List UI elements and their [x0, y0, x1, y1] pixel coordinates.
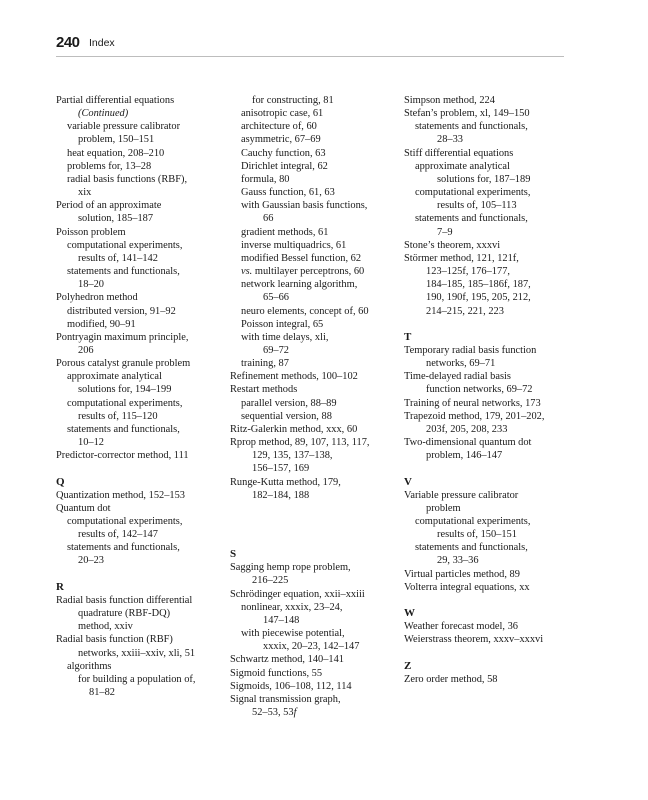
index-subentry	[230, 462, 396, 475]
index-subentry	[56, 133, 220, 146]
entry-text: gradient methods, 61	[241, 226, 329, 238]
index-letter-heading: Q	[56, 475, 65, 488]
index-subentry	[230, 212, 396, 225]
index-entry	[404, 94, 570, 107]
entry-text: Schwartz method, 140–141	[230, 654, 344, 666]
entry-text: formula, 80	[241, 173, 290, 185]
entry-text: 206	[78, 344, 94, 356]
index-entry	[56, 449, 220, 462]
entry-text: 29, 33–36	[437, 555, 479, 567]
entry-text: Training of neural networks, 173	[404, 397, 541, 409]
index-subentry	[56, 620, 220, 633]
index-subentry	[230, 94, 396, 107]
entry-text: method, xxiv	[78, 621, 133, 633]
entry-text: asymmetric, 67–69	[241, 134, 321, 146]
index-subentry	[404, 199, 570, 212]
index-column-3	[404, 94, 570, 686]
entry-text: Radial basis function (RBF)	[56, 634, 173, 646]
entry-text: Sagging hemp rope problem,	[230, 562, 351, 574]
entry-text: 129, 135, 137–138,	[252, 450, 333, 462]
index-entry	[230, 436, 396, 449]
index-entry	[56, 357, 220, 370]
index-subentry	[230, 291, 396, 304]
index-subentry	[230, 120, 396, 133]
index-subentry	[56, 265, 220, 278]
index-subentry	[230, 318, 396, 331]
entry-text: statements and functionals,	[415, 121, 528, 133]
entry-text: 81–82	[89, 687, 115, 698]
entry-text: parallel version, 88–89	[241, 397, 337, 409]
index-entry	[56, 291, 220, 304]
index-subentry	[230, 357, 396, 370]
index-subentry	[56, 607, 220, 620]
entry-text: Cauchy function, 63	[241, 147, 326, 159]
index-subentry	[56, 344, 220, 357]
index-subentry	[404, 305, 570, 318]
index-subentry	[230, 574, 396, 587]
entry-text: Restart methods	[230, 384, 298, 396]
index-subentry	[56, 436, 220, 449]
index-entry	[230, 476, 396, 489]
index-subentry	[230, 627, 396, 640]
index-entry	[56, 633, 220, 646]
index-subentry	[230, 331, 396, 344]
index-subentry	[56, 160, 220, 173]
index-entry	[230, 423, 396, 436]
entry-text: Variable pressure calibrator	[404, 489, 519, 501]
entry-text: with piecewise potential,	[241, 628, 345, 640]
index-subentry	[56, 252, 220, 265]
entry-text: Period of an approximate	[56, 200, 162, 212]
entry-text: results of, 115–120	[78, 410, 158, 422]
entry-text: Störmer method, 121, 121f,	[404, 252, 519, 264]
entry-text: Zero order method, 58	[404, 673, 498, 685]
index-subentry	[404, 528, 570, 541]
entry-text: results of, 141–142	[78, 252, 158, 264]
index-subentry	[56, 278, 220, 291]
index-subentry	[56, 120, 220, 133]
entry-text: function networks, 69–72	[426, 384, 533, 396]
index-subentry	[404, 212, 570, 225]
entry-text: Partial differential equations	[56, 95, 175, 106]
index-subentry	[56, 305, 220, 318]
entry-text: heat equation, 208–210	[67, 147, 165, 159]
entry-text: solutions for, 187–189	[437, 173, 531, 185]
entry-text: results of, 142–147	[78, 529, 158, 541]
index-entry	[230, 680, 396, 693]
index-entry	[56, 331, 220, 344]
entry-text: with Gaussian basis functions,	[241, 200, 368, 212]
index-letter-heading: W	[404, 607, 415, 620]
index-entry	[404, 673, 570, 686]
entry-text: multilayer perceptrons, 60	[252, 266, 365, 278]
entry-text: Predictor-corrector method, 111	[56, 450, 189, 462]
entry-text: algorithms	[67, 660, 112, 672]
index-entry	[404, 370, 570, 383]
index-entry	[56, 226, 220, 239]
index-subentry	[56, 423, 220, 436]
entry-text: 216–225	[252, 575, 289, 587]
entry-text: Quantization method, 152–153	[56, 489, 185, 501]
section-title: Index	[89, 37, 115, 49]
entry-text: results of, 150–151	[437, 529, 517, 541]
index-entry	[230, 588, 396, 601]
index-subentry	[404, 554, 570, 567]
index-letter-heading: S	[230, 548, 237, 561]
index-entry	[230, 383, 396, 396]
entry-text: statements and functionals,	[415, 542, 528, 554]
index-subentry	[230, 305, 396, 318]
index-entry	[404, 489, 570, 502]
entry-text: modified, 90–91	[67, 318, 136, 330]
entry-text: Sigmoid functions, 55	[230, 667, 323, 679]
section-gap	[56, 568, 220, 581]
entry-text: computational experiments,	[415, 187, 531, 199]
index-subentry	[56, 541, 220, 554]
section-gap	[230, 515, 396, 528]
index-letter-heading: V	[404, 475, 412, 488]
entry-text: problem, 150–151	[78, 134, 155, 146]
index-entry	[230, 667, 396, 680]
index-subentry	[56, 173, 220, 186]
index-subentry	[230, 107, 396, 120]
index-subentry	[56, 660, 220, 673]
entry-text: for constructing, 81	[252, 95, 334, 106]
index-subentry	[404, 502, 570, 515]
index-subentry	[404, 291, 570, 304]
index-subentry	[56, 212, 220, 225]
entry-text: networks, xxiii–xxiv, xli, 51	[78, 647, 196, 659]
running-head	[56, 34, 564, 57]
entry-text: problem	[426, 502, 461, 514]
index-entry	[404, 410, 570, 423]
index-entry	[404, 436, 570, 449]
entry-text: computational experiments,	[67, 515, 183, 527]
index-subentry	[404, 265, 570, 278]
entry-italic-text: vs.	[241, 266, 253, 278]
index-entry	[404, 620, 570, 633]
entry-text: Virtual particles method, 89	[404, 568, 520, 580]
page-number: 240	[56, 34, 80, 51]
index-entry	[56, 489, 220, 502]
index-subentry	[56, 528, 220, 541]
index-subentry	[230, 160, 396, 173]
index-entry	[230, 561, 396, 574]
entry-text: problem, 146–147	[426, 450, 503, 462]
index-subentry	[230, 410, 396, 423]
entry-text: network learning algorithm,	[241, 279, 358, 291]
section-gap	[230, 528, 396, 548]
index-entry	[404, 344, 570, 357]
entry-text: anisotropic case, 61	[241, 108, 324, 120]
index-entry	[404, 252, 570, 265]
index-subentry	[230, 239, 396, 252]
index-subentry	[230, 614, 396, 627]
entry-text: nonlinear, xxxix, 23–24,	[241, 601, 343, 613]
entry-text: Volterra integral equations, xx	[404, 581, 530, 593]
index-letter-heading: R	[56, 580, 64, 593]
index-subentry	[230, 601, 396, 614]
section-gap	[230, 502, 396, 515]
entry-text: modified Bessel function, 62	[241, 252, 362, 264]
entry-text: radial basis functions (RBF),	[67, 173, 188, 185]
index-subentry	[404, 120, 570, 133]
section-gap	[404, 462, 570, 475]
entry-text: Stefan’s problem, xl, 149–150	[404, 108, 530, 120]
entry-text: statements and functionals,	[415, 213, 528, 225]
entry-text: 7–9	[437, 226, 453, 238]
entry-text: Polyhedron method	[56, 292, 138, 304]
section-gap	[404, 594, 570, 607]
entry-text: problems for, 13–28	[67, 160, 152, 172]
entry-text: Simpson method, 224	[404, 95, 495, 106]
entry-text: xxxix, 20–23, 142–147	[263, 641, 360, 653]
index-subentry	[230, 252, 396, 265]
index-subentry	[230, 147, 396, 160]
index-subentry	[56, 383, 220, 396]
index-subentry	[56, 186, 220, 199]
index-subentry	[230, 449, 396, 462]
entry-text: Gauss function, 61, 63	[241, 187, 335, 199]
entry-text: computational experiments,	[415, 515, 531, 527]
entry-text: Rprop method, 89, 107, 113, 117,	[230, 437, 370, 449]
index-subentry	[56, 318, 220, 331]
entry-text: Ritz-Galerkin method, xxx, 60	[230, 423, 358, 435]
index-subentry	[404, 423, 570, 436]
index-entry	[404, 633, 570, 646]
index-subentry	[404, 278, 570, 291]
section-gap	[404, 647, 570, 660]
index-subentry	[56, 239, 220, 252]
entry-text: Trapezoid method, 179, 201–202,	[404, 410, 545, 422]
entry-text: Quantum dot	[56, 502, 111, 514]
index-subentry	[230, 397, 396, 410]
entry-text: 10–12	[78, 437, 104, 449]
entry-text: Dirichlet integral, 62	[241, 160, 328, 172]
index-subentry	[230, 199, 396, 212]
index-entry	[404, 568, 570, 581]
entry-text: computational experiments,	[67, 397, 183, 409]
index-entry	[230, 693, 396, 706]
index-entry	[230, 370, 396, 383]
index-subentry	[230, 278, 396, 291]
index-letter-heading: T	[404, 330, 412, 343]
index-subentry	[404, 449, 570, 462]
index-entry	[56, 502, 220, 515]
index-entry	[404, 397, 570, 410]
entry-text: Stiff differential equations	[404, 147, 514, 159]
index-subentry	[56, 397, 220, 410]
index-subentry	[56, 370, 220, 383]
entry-text: Two-dimensional quantum dot	[404, 437, 532, 449]
entry-text: approximate analytical	[67, 371, 162, 383]
entry-text: statements and functionals,	[67, 542, 180, 554]
entry-text: Weather forecast model, 36	[404, 621, 518, 633]
entry-text: for building a population of,	[78, 673, 196, 685]
index-entry	[404, 581, 570, 594]
index-subentry	[230, 706, 396, 719]
entry-text: Schrödinger equation, xxii–xxiii	[230, 588, 365, 600]
entry-text: Weierstrass theorem, xxxv–xxxvi	[404, 634, 544, 646]
index-subentry	[404, 541, 570, 554]
index-subentry	[404, 515, 570, 528]
index-subentry	[404, 186, 570, 199]
index-subentry	[230, 640, 396, 653]
entry-text: 20–23	[78, 555, 104, 567]
section-gap	[56, 462, 220, 475]
entry-text: xix	[78, 187, 92, 199]
index-entry	[56, 199, 220, 212]
index-subentry	[404, 133, 570, 146]
entry-text: Signal transmission graph,	[230, 693, 341, 705]
index-subentry	[56, 410, 220, 423]
entry-text: 203f, 205, 208, 233	[426, 423, 508, 435]
entry-text: 156–157, 169	[252, 463, 310, 475]
entry-text: Temporary radial basis function	[404, 344, 537, 356]
index-subentry	[230, 265, 396, 278]
index-entry	[230, 653, 396, 666]
index-subentry	[56, 554, 220, 567]
entry-text: Runge-Kutta method, 179,	[230, 476, 341, 488]
entry-text: Radial basis function differential	[56, 594, 193, 606]
entry-text: Porous catalyst granule problem	[56, 358, 191, 370]
entry-text: 123–125f, 176–177,	[426, 266, 510, 278]
index-subentry	[404, 226, 570, 239]
entry-text: 184–185, 185–186f, 187,	[426, 279, 531, 291]
entry-text: solutions for, 194–199	[78, 384, 172, 396]
index-subentry	[230, 133, 396, 146]
entry-text: variable pressure calibrator	[67, 121, 181, 133]
entry-text: Pontryagin maximum principle,	[56, 331, 189, 343]
entry-text: inverse multiquadrics, 61	[241, 239, 347, 251]
index-entry	[404, 147, 570, 160]
index-subentry	[56, 515, 220, 528]
index-subentry	[230, 186, 396, 199]
entry-text: computational experiments,	[67, 239, 183, 251]
index-subentry	[230, 344, 396, 357]
index-column-1	[56, 94, 220, 699]
entry-text: 147–148	[263, 614, 300, 626]
entry-text: training, 87	[241, 358, 289, 370]
index-subentry	[404, 383, 570, 396]
index-entry	[404, 107, 570, 120]
entry-text: Refinement methods, 100–102	[230, 371, 358, 383]
index-subentry	[404, 357, 570, 370]
index-entry	[56, 94, 220, 107]
entry-text: Poisson integral, 65	[241, 318, 324, 330]
entry-text: statements and functionals,	[67, 423, 180, 435]
entry-text: results of, 105–113	[437, 200, 517, 212]
entry-text: 52–53, 53	[252, 707, 294, 718]
index-entry	[56, 594, 220, 607]
index-subentry	[56, 673, 220, 686]
index-entry	[404, 239, 570, 252]
entry-text: quadrature (RBF-DQ)	[78, 608, 171, 620]
entry-text: neuro elements, concept of, 60	[241, 305, 369, 317]
index-subentry	[230, 489, 396, 502]
index-subentry	[56, 107, 220, 120]
entry-text: with time delays, xli,	[241, 331, 329, 343]
entry-text: Stone’s theorem, xxxvi	[404, 239, 501, 251]
entry-text: Poisson problem	[56, 226, 126, 238]
index-letter-heading: Z	[404, 659, 412, 672]
entry-text: 18–20	[78, 279, 104, 291]
entry-text: 69–72	[263, 344, 289, 356]
entry-text: 190, 190f, 195, 205, 212,	[426, 292, 531, 304]
index-subentry	[56, 147, 220, 160]
entry-text: Time-delayed radial basis	[404, 371, 511, 383]
index-subentry	[230, 173, 396, 186]
section-gap	[404, 318, 570, 331]
entry-text: architecture of, 60	[241, 121, 317, 133]
entry-text: networks, 69–71	[426, 358, 496, 370]
index-subentry	[404, 173, 570, 186]
index-subentry	[56, 647, 220, 660]
index-subentry	[56, 686, 220, 699]
entry-text: 182–184, 188	[252, 489, 310, 501]
entry-italic-text: f	[293, 707, 297, 718]
entry-text: solution, 185–187	[78, 213, 154, 225]
entry-text: statements and functionals,	[67, 266, 180, 278]
entry-text: 214–215, 221, 223	[426, 305, 504, 317]
entry-text: 65–66	[263, 292, 289, 304]
entry-text: distributed version, 91–92	[67, 305, 176, 317]
index-column-2	[230, 94, 396, 719]
entry-text: (Continued)	[78, 108, 129, 120]
entry-text: Sigmoids, 106–108, 112, 114	[230, 680, 352, 692]
index-subentry	[404, 160, 570, 173]
entry-text: sequential version, 88	[241, 410, 332, 422]
entry-text: 28–33	[437, 134, 463, 146]
index-subentry	[230, 226, 396, 239]
entry-text: approximate analytical	[415, 160, 510, 172]
entry-text: 66	[263, 213, 274, 225]
